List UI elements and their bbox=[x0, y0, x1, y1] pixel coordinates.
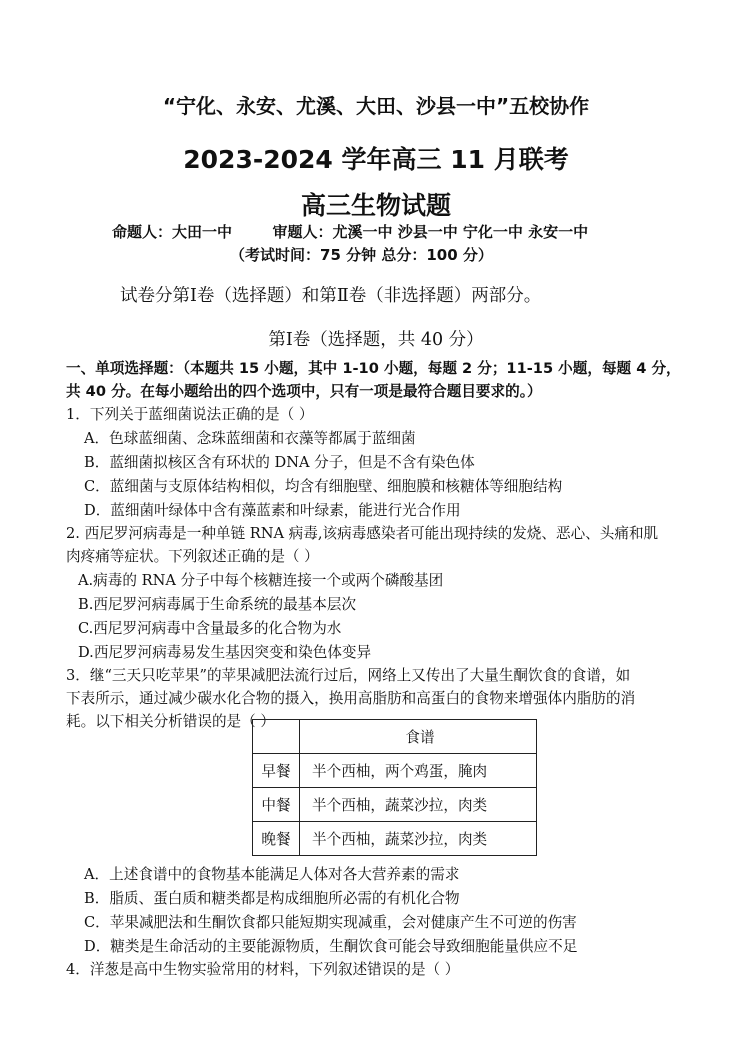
table-header-row bbox=[253, 720, 537, 754]
table-row bbox=[253, 822, 537, 856]
question-3-option-b: B．脂质、蛋白质和糖类都是构成细胞所必需的有机化合物 bbox=[84, 890, 460, 907]
table-header-cell: 食谱 bbox=[300, 720, 537, 754]
table-row bbox=[253, 754, 537, 788]
table-corner-cell bbox=[253, 720, 300, 754]
section1-instructions-cont: 共 40 分。在每小题给出的四个选项中，只有一项是最符合题目要求的。） bbox=[66, 383, 542, 400]
question-2-option-a: A.病毒的 RNA 分子中每个核糖连接一个或两个磷酸基团 bbox=[78, 572, 444, 589]
exam-time-line: （考试时间：75 分钟 总分：100 分） bbox=[230, 246, 493, 264]
question-2-stem: 2. 西尼罗河病毒是一种单链 RNA 病毒,该病毒感染者可能出现持续的发烧、恶心、头痛和肌 bbox=[66, 525, 659, 542]
subject-title: 高三生物试题 bbox=[300, 191, 451, 220]
menu-table bbox=[252, 719, 537, 856]
question-1-stem: 1．下列关于蓝细菌说法正确的是（ ） bbox=[66, 406, 314, 423]
meal-cell: 中餐 bbox=[253, 788, 300, 822]
part1-title: 第Ⅰ卷（选择题，共 40 分） bbox=[268, 330, 484, 350]
exam-title: 2023-2024 学年高三 11 月联考 bbox=[183, 145, 569, 174]
question-3-stem-cont-2: 耗。以下相关分析错误的是（ ） bbox=[66, 713, 275, 730]
question-4-stem: 4．洋葱是高中生物实验常用的材料，下列叙述错误的是（ ） bbox=[66, 961, 460, 978]
food-cell: 半个西柚，两个鸡蛋，腌肉 bbox=[300, 754, 537, 788]
meal-cell: 早餐 bbox=[253, 754, 300, 788]
question-1-option-b: B．蓝细菌拟核区含有环状的 DNA 分子，但是不含有染色体 bbox=[84, 454, 475, 471]
question-1-option-a: A．色球蓝细菌、念珠蓝细菌和衣藻等都属于蓝细菌 bbox=[84, 430, 416, 447]
question-3-stem: 3．继“三天只吃苹果”的苹果减肥法流行过后，网络上又传出了大量生酮饮食的食谱，如 bbox=[66, 667, 631, 684]
table-row bbox=[253, 788, 537, 822]
question-3-stem-cont-1: 下表所示，通过减少碳水化合物的摄入，换用高脂肪和高蛋白的食物来增强体内脂肪的消 bbox=[66, 690, 636, 707]
authors-line bbox=[112, 221, 588, 242]
question-3-option-d: D．糖类是生命活动的主要能源物质，生酮饮食可能会导致细胞能量供应不足 bbox=[84, 938, 578, 955]
food-cell: 半个西柚，蔬菜沙拉，肉类 bbox=[300, 822, 537, 856]
reviewer-label: 审题人：尤溪一中 沙县一中 宁化一中 永安一中 bbox=[272, 223, 589, 241]
question-2-option-b: B.西尼罗河病毒属于生命系统的最基本层次 bbox=[78, 596, 357, 613]
setter-label: 命题人：大田一中 bbox=[112, 223, 233, 241]
school-line: “宁化、永安、尤溪、大田、沙县一中”五校协作 bbox=[162, 94, 590, 118]
question-3-option-a: A．上述食谱中的食物基本能满足人体对各大营养素的需求 bbox=[84, 866, 460, 883]
question-2-stem-cont: 肉疼痛等症状。下列叙述正确的是（ ） bbox=[66, 548, 319, 565]
section1-instructions: 一、单项选择题：（本题共 15 小题，其中 1-10 小题，每题 2 分；11-15 小题，每题 4 分， bbox=[66, 360, 681, 377]
question-1-option-d: D．蓝细菌叶绿体中含有藻蓝素和叶绿素，能进行光合作用 bbox=[84, 502, 461, 519]
question-2-option-c: C.西尼罗河病毒中含量最多的化合物为水 bbox=[78, 620, 342, 637]
question-2-option-d: D.西尼罗河病毒易发生基因突变和染色体变异 bbox=[78, 644, 372, 661]
question-3-option-c: C．苹果减肥法和生酮饮食都只能短期实现减重，会对健康产生不可逆的伤害 bbox=[84, 914, 577, 931]
paper-division: 试卷分第Ⅰ卷（选择题）和第Ⅱ卷（非选择题）两部分。 bbox=[120, 286, 542, 306]
meal-cell: 晚餐 bbox=[253, 822, 300, 856]
question-1-option-c: C．蓝细菌与支原体结构相似，均含有细胞壁、细胞膜和核糖体等细胞结构 bbox=[84, 478, 563, 495]
food-cell: 半个西柚，蔬菜沙拉，肉类 bbox=[300, 788, 537, 822]
